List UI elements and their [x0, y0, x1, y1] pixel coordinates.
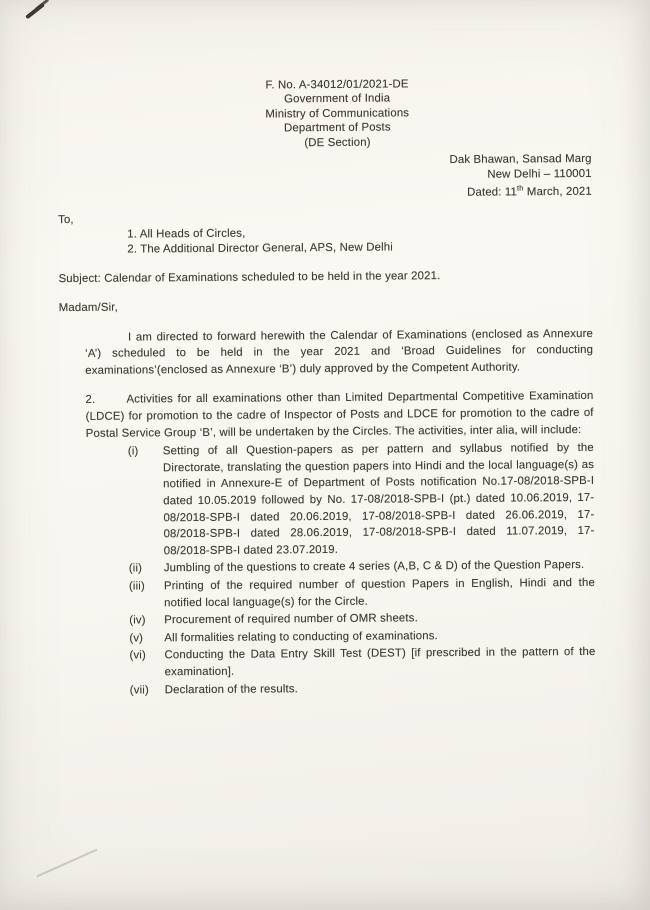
item-text: All formalities relating to conducting of examinations. — [164, 629, 438, 644]
item-text: Setting of all Question-papers as per pattern and syllabus notified by the Directorate, translating the question papers into Hindi and the local language(s) as notified in Annexure-E of Department of Posts notification No.17-08/2018-SPB-I dated 10.05.2019 followed by No. 17-08/2018-SPB-I (pt.) dated 10.06.2019, 17-08/2018-SPB-I dated 20.06.2019, 17-08/2018-SPB-I dated 26.06.2019, 17-08/2018-SPB-I dated 28.06.2019, 17-08/2018-SPB-I dated 11.07.2019, 17-08/2018-SPB-I dated 23.07.2019. — [162, 442, 595, 558]
item-label: (iii) — [128, 580, 145, 593]
file-number: F. No. A-34012/01/2021-DE — [265, 78, 409, 92]
item-label: (v) — [129, 632, 144, 645]
paragraph-2-text: Activities for all examinations other than Limited Departmental Competitive Examination (LDCE) for promotion to the cadre of Inspector of Posts and LDCE for promotion to the cadre of Postal Service Group ‘B’, will be undertaken by the Circles. The activities, inter alia, will include: — [85, 390, 594, 440]
list-item — [129, 644, 595, 681]
government-line: Government of India — [284, 92, 391, 106]
sender-address-line-1: Dak Bhawan, Sansad Marg — [449, 152, 592, 167]
item-label: (ii) — [128, 562, 143, 575]
list-item — [130, 678, 596, 698]
paragraph-2 — [85, 388, 593, 442]
recipients-block — [58, 209, 592, 259]
item-text: Procurement of required number of OMR sheets. — [164, 612, 418, 627]
item-label: (iv) — [129, 614, 146, 627]
paragraph-2-number: 2. — [85, 394, 96, 407]
subject-line: Subject: Calendar of Examinations scheduled to be held in the year 2021. — [58, 270, 441, 286]
item-text: Declaration of the results. — [164, 682, 299, 696]
salutation: Madam/Sir, — [58, 302, 118, 315]
date-line — [58, 181, 592, 204]
item-text: Jumbling of the questions to create 4 series (A,B, C & D) of the Question Papers. — [163, 559, 585, 575]
item-text: Conducting the Data Entry Skill Test (DEST) [if prescribed in the pattern of the examination]. — [164, 646, 596, 679]
item-text: Printing of the required number of question Papers in English, Hindi and the notified local language(s) for the Circle. — [163, 576, 595, 609]
letter-head — [83, 76, 592, 152]
scan-mark-bottom-left — [36, 849, 97, 878]
list-item — [128, 440, 595, 560]
item-label: (vi) — [129, 649, 146, 662]
recipient-2: 2. The Additional Director General, APS, New Delhi — [127, 241, 393, 256]
recipient-1: 1. All Heads of Circles, — [127, 227, 246, 241]
ministry-line: Ministry of Communications — [265, 107, 410, 121]
date-suffix: March, 2021 — [523, 185, 592, 199]
activities-list — [128, 440, 596, 699]
date-prefix: Dated: 11 — [467, 186, 518, 199]
section-line: (DE Section) — [304, 136, 371, 149]
sender-address-block — [58, 152, 592, 204]
sender-address-line-2: New Delhi – 110001 — [487, 167, 592, 181]
item-label: (vii) — [129, 683, 149, 697]
date-ordinal: th — [516, 183, 524, 193]
paragraph-1: I am directed to forward herewith the Calendar of Examinations (enclosed as Annexure ‘A’) scheduled to be held in the year 2021 and ‘Broad Guidelines for conducting examinations’(enclosed as Annexure ‘B’) duly approved by the Competent Authority. — [85, 327, 594, 377]
item-label: (i) — [127, 445, 139, 458]
to-label: To, — [58, 213, 74, 226]
department-line: Department of Posts — [283, 121, 391, 135]
list-item — [129, 575, 595, 612]
